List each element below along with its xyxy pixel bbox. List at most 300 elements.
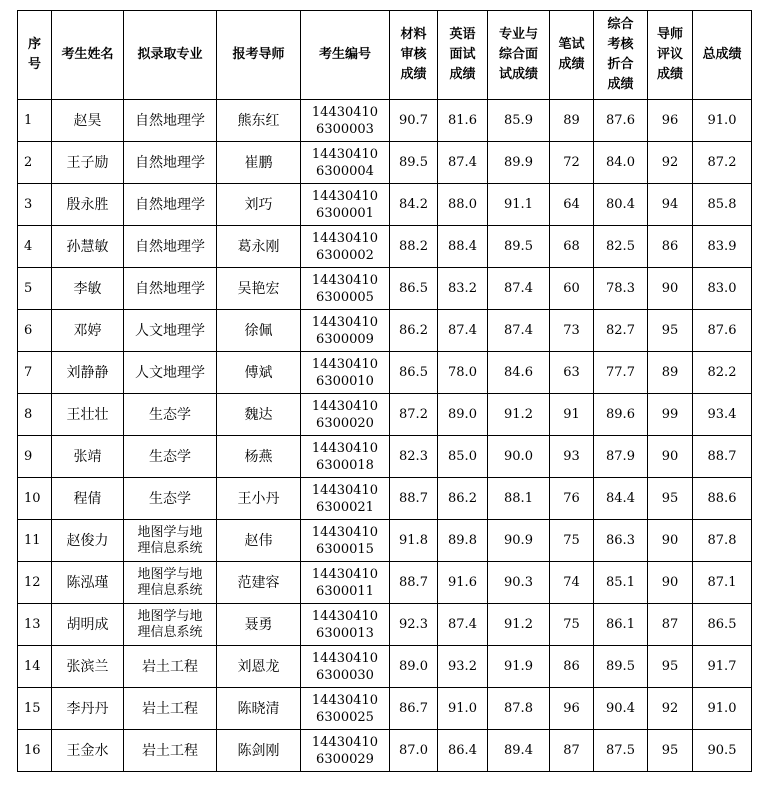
table-row <box>18 688 752 730</box>
cell-name: 王壮壮 <box>52 394 124 436</box>
cell-major <box>124 604 217 646</box>
cell-material: 86.2 <box>390 310 438 352</box>
cell-major-line: 人文地理学 <box>135 322 205 339</box>
header-major <box>124 11 217 100</box>
cell-name: 李敏 <box>52 268 124 310</box>
cell-advisor: 魏达 <box>217 394 301 436</box>
cell-material: 88.2 <box>390 226 438 268</box>
cell-english: 87.4 <box>438 310 488 352</box>
cell-advisor-score: 89 <box>648 352 693 394</box>
cell-english: 91.6 <box>438 562 488 604</box>
cell-code <box>301 142 390 184</box>
cell-advisor: 陈剑刚 <box>217 730 301 772</box>
header-text: 号 <box>27 57 41 72</box>
header-text: 审核 <box>400 47 427 62</box>
header-text: 综合 <box>607 17 634 32</box>
cell-total: 87.8 <box>693 520 752 562</box>
cell-code <box>301 436 390 478</box>
cell-composite: 90.4 <box>594 688 648 730</box>
cell-major <box>124 100 217 142</box>
cell-material: 87.0 <box>390 730 438 772</box>
cell-written: 64 <box>550 184 594 226</box>
admission-score-table <box>17 10 752 772</box>
cell-no: 7 <box>18 352 52 394</box>
cell-no: 5 <box>18 268 52 310</box>
cell-code <box>301 268 390 310</box>
cell-written: 74 <box>550 562 594 604</box>
cell-major-line: 理信息系统 <box>137 582 203 598</box>
cell-total: 87.2 <box>693 142 752 184</box>
cell-interview: 90.9 <box>488 520 550 562</box>
cell-advisor: 聂勇 <box>217 604 301 646</box>
cell-total: 87.1 <box>693 562 752 604</box>
cell-total: 90.5 <box>693 730 752 772</box>
cell-code-line: 14430410 <box>311 188 379 204</box>
table-row <box>18 520 752 562</box>
cell-composite: 89.6 <box>594 394 648 436</box>
cell-total: 91.7 <box>693 646 752 688</box>
cell-advisor-score: 90 <box>648 562 693 604</box>
cell-code <box>301 310 390 352</box>
cell-advisor: 陈晓清 <box>217 688 301 730</box>
header-text: 成绩 <box>656 67 683 82</box>
cell-written: 93 <box>550 436 594 478</box>
header-material <box>390 11 438 100</box>
cell-material: 89.0 <box>390 646 438 688</box>
cell-material: 86.5 <box>390 352 438 394</box>
cell-major <box>124 436 217 478</box>
table-row <box>18 646 752 688</box>
cell-code-line: 14430410 <box>311 482 379 498</box>
cell-written: 68 <box>550 226 594 268</box>
cell-english: 87.4 <box>438 142 488 184</box>
cell-total: 86.5 <box>693 604 752 646</box>
cell-code-line: 6300021 <box>316 499 374 515</box>
cell-name: 胡明成 <box>52 604 124 646</box>
cell-interview: 89.4 <box>488 730 550 772</box>
cell-composite: 84.0 <box>594 142 648 184</box>
cell-major <box>124 730 217 772</box>
cell-code <box>301 688 390 730</box>
cell-major <box>124 520 217 562</box>
cell-major-line: 自然地理学 <box>135 112 205 129</box>
header-text: 材料 <box>400 27 427 42</box>
header-text: 成绩 <box>449 67 476 82</box>
header-code <box>301 11 390 100</box>
cell-english: 86.2 <box>438 478 488 520</box>
header-text: 折合 <box>607 57 634 72</box>
cell-advisor: 崔鹏 <box>217 142 301 184</box>
cell-material: 92.3 <box>390 604 438 646</box>
cell-interview: 91.9 <box>488 646 550 688</box>
table-row <box>18 310 752 352</box>
cell-material: 89.5 <box>390 142 438 184</box>
cell-name: 王金水 <box>52 730 124 772</box>
cell-interview: 87.4 <box>488 268 550 310</box>
cell-total: 93.4 <box>693 394 752 436</box>
cell-no: 10 <box>18 478 52 520</box>
cell-name: 邓婷 <box>52 310 124 352</box>
cell-composite: 87.6 <box>594 100 648 142</box>
table-body <box>18 100 752 772</box>
cell-code-line: 14430410 <box>311 230 379 246</box>
cell-major <box>124 352 217 394</box>
cell-name: 陈泓瑾 <box>52 562 124 604</box>
header-text: 考生编号 <box>318 47 371 62</box>
cell-name: 刘静静 <box>52 352 124 394</box>
cell-code-line: 14430410 <box>311 314 379 330</box>
cell-advisor-score: 90 <box>648 436 693 478</box>
cell-english: 83.2 <box>438 268 488 310</box>
cell-code-line: 14430410 <box>311 104 379 120</box>
cell-english: 89.0 <box>438 394 488 436</box>
table-row <box>18 604 752 646</box>
cell-code-line: 6300003 <box>316 121 374 137</box>
table-row <box>18 100 752 142</box>
cell-major <box>124 688 217 730</box>
cell-advisor: 熊东红 <box>217 100 301 142</box>
cell-written: 87 <box>550 730 594 772</box>
cell-major-line: 岩土工程 <box>142 742 198 759</box>
cell-advisor-score: 95 <box>648 730 693 772</box>
header-text: 考生姓名 <box>61 47 114 62</box>
cell-interview: 91.2 <box>488 604 550 646</box>
cell-major-line: 岩土工程 <box>142 700 198 717</box>
cell-major-line: 地图学与地 <box>137 524 203 540</box>
cell-written: 60 <box>550 268 594 310</box>
header-text: 综合面 <box>498 47 538 62</box>
cell-english: 87.4 <box>438 604 488 646</box>
header-advisor <box>217 11 301 100</box>
cell-major-line: 地图学与地 <box>137 608 203 624</box>
cell-composite: 86.3 <box>594 520 648 562</box>
cell-code-line: 14430410 <box>311 398 379 414</box>
cell-total: 91.0 <box>693 688 752 730</box>
cell-advisor: 徐佩 <box>217 310 301 352</box>
cell-major-line: 生态学 <box>149 448 191 465</box>
cell-total: 91.0 <box>693 100 752 142</box>
cell-composite: 84.4 <box>594 478 648 520</box>
cell-material: 88.7 <box>390 478 438 520</box>
cell-major-line: 生态学 <box>149 406 191 423</box>
table-row <box>18 730 752 772</box>
cell-composite: 82.5 <box>594 226 648 268</box>
cell-name: 赵昊 <box>52 100 124 142</box>
cell-total: 82.2 <box>693 352 752 394</box>
cell-advisor-score: 92 <box>648 142 693 184</box>
cell-code-line: 6300013 <box>316 625 374 641</box>
cell-name: 孙慧敏 <box>52 226 124 268</box>
cell-total: 88.7 <box>693 436 752 478</box>
cell-major <box>124 478 217 520</box>
table-row <box>18 226 752 268</box>
cell-code-line: 6300001 <box>316 205 374 221</box>
cell-name: 李丹丹 <box>52 688 124 730</box>
cell-total: 85.8 <box>693 184 752 226</box>
cell-interview: 90.3 <box>488 562 550 604</box>
header-text: 导师 <box>656 27 683 42</box>
cell-interview: 91.1 <box>488 184 550 226</box>
cell-code-line: 6300005 <box>316 289 374 305</box>
cell-written: 91 <box>550 394 594 436</box>
cell-major-line: 理信息系统 <box>137 624 203 640</box>
cell-material: 87.2 <box>390 394 438 436</box>
cell-code-line: 14430410 <box>311 734 379 750</box>
cell-written: 72 <box>550 142 594 184</box>
cell-no: 8 <box>18 394 52 436</box>
table-row <box>18 142 752 184</box>
cell-code-line: 6300002 <box>316 247 374 263</box>
cell-major <box>124 310 217 352</box>
header-row <box>18 11 752 100</box>
cell-code-line: 14430410 <box>311 608 379 624</box>
cell-advisor-score: 95 <box>648 478 693 520</box>
cell-total: 83.9 <box>693 226 752 268</box>
cell-major <box>124 646 217 688</box>
cell-major-line: 理信息系统 <box>137 540 203 556</box>
cell-total: 87.6 <box>693 310 752 352</box>
cell-code <box>301 226 390 268</box>
cell-interview: 84.6 <box>488 352 550 394</box>
table-row <box>18 478 752 520</box>
header-text: 笔试 <box>558 37 585 52</box>
cell-composite: 80.4 <box>594 184 648 226</box>
table-row <box>18 394 752 436</box>
cell-code-line: 6300015 <box>316 541 374 557</box>
cell-code <box>301 730 390 772</box>
cell-advisor-score: 95 <box>648 310 693 352</box>
cell-code-line: 6300020 <box>316 415 374 431</box>
cell-no: 1 <box>18 100 52 142</box>
cell-composite: 89.5 <box>594 646 648 688</box>
header-text: 成绩 <box>558 57 585 72</box>
cell-material: 82.3 <box>390 436 438 478</box>
cell-interview: 90.0 <box>488 436 550 478</box>
cell-code-line: 14430410 <box>311 146 379 162</box>
cell-advisor-score: 87 <box>648 604 693 646</box>
cell-code-line: 14430410 <box>311 692 379 708</box>
cell-code-line: 6300025 <box>316 709 374 725</box>
cell-advisor-score: 99 <box>648 394 693 436</box>
cell-composite: 85.1 <box>594 562 648 604</box>
cell-advisor: 范建容 <box>217 562 301 604</box>
cell-advisor: 赵伟 <box>217 520 301 562</box>
cell-written: 96 <box>550 688 594 730</box>
header-text: 成绩 <box>400 67 427 82</box>
cell-code-line: 6300018 <box>316 457 374 473</box>
cell-code <box>301 184 390 226</box>
cell-advisor: 王小丹 <box>217 478 301 520</box>
cell-code-line: 6300004 <box>316 163 374 179</box>
cell-no: 13 <box>18 604 52 646</box>
cell-material: 90.7 <box>390 100 438 142</box>
cell-interview: 87.4 <box>488 310 550 352</box>
header-text: 拟录取专业 <box>137 47 203 62</box>
header-advisor-score <box>648 11 693 100</box>
header-text: 序 <box>27 37 41 52</box>
cell-interview: 88.1 <box>488 478 550 520</box>
cell-english: 89.8 <box>438 520 488 562</box>
cell-english: 85.0 <box>438 436 488 478</box>
cell-code <box>301 520 390 562</box>
cell-english: 88.0 <box>438 184 488 226</box>
cell-composite: 77.7 <box>594 352 648 394</box>
table-row <box>18 268 752 310</box>
cell-composite: 82.7 <box>594 310 648 352</box>
header-text: 试成绩 <box>498 67 538 82</box>
cell-major-line: 自然地理学 <box>135 154 205 171</box>
cell-written: 73 <box>550 310 594 352</box>
cell-advisor: 杨燕 <box>217 436 301 478</box>
header-composite <box>594 11 648 100</box>
cell-code <box>301 478 390 520</box>
score-table-container <box>17 10 752 772</box>
cell-interview: 89.5 <box>488 226 550 268</box>
cell-no: 4 <box>18 226 52 268</box>
cell-no: 11 <box>18 520 52 562</box>
cell-material: 86.5 <box>390 268 438 310</box>
header-written <box>550 11 594 100</box>
cell-major-line: 人文地理学 <box>135 364 205 381</box>
header-text: 英语 <box>449 27 476 42</box>
cell-written: 75 <box>550 520 594 562</box>
header-total <box>693 11 752 100</box>
cell-english: 81.6 <box>438 100 488 142</box>
cell-major-line: 生态学 <box>149 490 191 507</box>
header-text: 成绩 <box>607 77 634 92</box>
cell-code-line: 14430410 <box>311 440 379 456</box>
header-text: 面试 <box>449 47 476 62</box>
cell-material: 88.7 <box>390 562 438 604</box>
cell-english: 91.0 <box>438 688 488 730</box>
header-no <box>18 11 52 100</box>
cell-major-line: 自然地理学 <box>135 196 205 213</box>
cell-material: 84.2 <box>390 184 438 226</box>
cell-english: 88.4 <box>438 226 488 268</box>
cell-name: 张滨兰 <box>52 646 124 688</box>
cell-major <box>124 394 217 436</box>
cell-advisor: 吴艳宏 <box>217 268 301 310</box>
cell-major <box>124 268 217 310</box>
cell-material: 86.7 <box>390 688 438 730</box>
cell-advisor: 刘恩龙 <box>217 646 301 688</box>
cell-no: 3 <box>18 184 52 226</box>
cell-code <box>301 562 390 604</box>
cell-written: 63 <box>550 352 594 394</box>
cell-composite: 87.5 <box>594 730 648 772</box>
cell-name: 张靖 <box>52 436 124 478</box>
cell-material: 91.8 <box>390 520 438 562</box>
cell-english: 78.0 <box>438 352 488 394</box>
cell-no: 16 <box>18 730 52 772</box>
cell-major-line: 地图学与地 <box>137 566 203 582</box>
cell-code-line: 6300029 <box>316 751 374 767</box>
cell-code-line: 6300011 <box>316 583 374 599</box>
cell-composite: 86.1 <box>594 604 648 646</box>
cell-name: 殷永胜 <box>52 184 124 226</box>
cell-code-line: 6300010 <box>316 373 374 389</box>
cell-english: 93.2 <box>438 646 488 688</box>
cell-no: 14 <box>18 646 52 688</box>
cell-advisor-score: 92 <box>648 688 693 730</box>
cell-written: 89 <box>550 100 594 142</box>
header-text: 考核 <box>607 37 634 52</box>
header-name <box>52 11 124 100</box>
cell-no: 2 <box>18 142 52 184</box>
cell-advisor: 傅斌 <box>217 352 301 394</box>
cell-name: 王子励 <box>52 142 124 184</box>
cell-major <box>124 184 217 226</box>
table-row <box>18 436 752 478</box>
cell-advisor: 葛永刚 <box>217 226 301 268</box>
header-interview <box>488 11 550 100</box>
cell-advisor: 刘巧 <box>217 184 301 226</box>
cell-major-line: 自然地理学 <box>135 280 205 297</box>
cell-name: 赵俊力 <box>52 520 124 562</box>
cell-written: 75 <box>550 604 594 646</box>
table-row <box>18 184 752 226</box>
cell-interview: 91.2 <box>488 394 550 436</box>
header-text: 报考导师 <box>232 47 285 62</box>
cell-advisor-score: 95 <box>648 646 693 688</box>
cell-code <box>301 352 390 394</box>
cell-written: 76 <box>550 478 594 520</box>
cell-major <box>124 226 217 268</box>
cell-code-line: 6300030 <box>316 667 374 683</box>
cell-code <box>301 394 390 436</box>
cell-code-line: 14430410 <box>311 566 379 582</box>
header-english <box>438 11 488 100</box>
cell-total: 83.0 <box>693 268 752 310</box>
header-text: 评议 <box>656 47 683 62</box>
cell-code <box>301 646 390 688</box>
cell-advisor-score: 94 <box>648 184 693 226</box>
cell-written: 86 <box>550 646 594 688</box>
cell-interview: 89.9 <box>488 142 550 184</box>
table-row <box>18 352 752 394</box>
cell-code <box>301 100 390 142</box>
cell-major-line: 自然地理学 <box>135 238 205 255</box>
cell-composite: 87.9 <box>594 436 648 478</box>
cell-major <box>124 142 217 184</box>
cell-no: 6 <box>18 310 52 352</box>
cell-code-line: 14430410 <box>311 524 379 540</box>
cell-no: 12 <box>18 562 52 604</box>
table-row <box>18 562 752 604</box>
cell-interview: 85.9 <box>488 100 550 142</box>
cell-total: 88.6 <box>693 478 752 520</box>
cell-interview: 87.8 <box>488 688 550 730</box>
cell-code-line: 14430410 <box>311 356 379 372</box>
cell-no: 15 <box>18 688 52 730</box>
cell-advisor-score: 90 <box>648 268 693 310</box>
cell-code-line: 14430410 <box>311 650 379 666</box>
cell-advisor-score: 96 <box>648 100 693 142</box>
header-text: 总成绩 <box>702 47 742 62</box>
cell-english: 86.4 <box>438 730 488 772</box>
cell-major-line: 岩土工程 <box>142 658 198 675</box>
header-text: 专业与 <box>498 27 538 42</box>
cell-advisor-score: 86 <box>648 226 693 268</box>
cell-code <box>301 604 390 646</box>
cell-code-line: 6300009 <box>316 331 374 347</box>
cell-no: 9 <box>18 436 52 478</box>
cell-composite: 78.3 <box>594 268 648 310</box>
cell-code-line: 14430410 <box>311 272 379 288</box>
cell-major <box>124 562 217 604</box>
cell-name: 程倩 <box>52 478 124 520</box>
cell-advisor-score: 90 <box>648 520 693 562</box>
